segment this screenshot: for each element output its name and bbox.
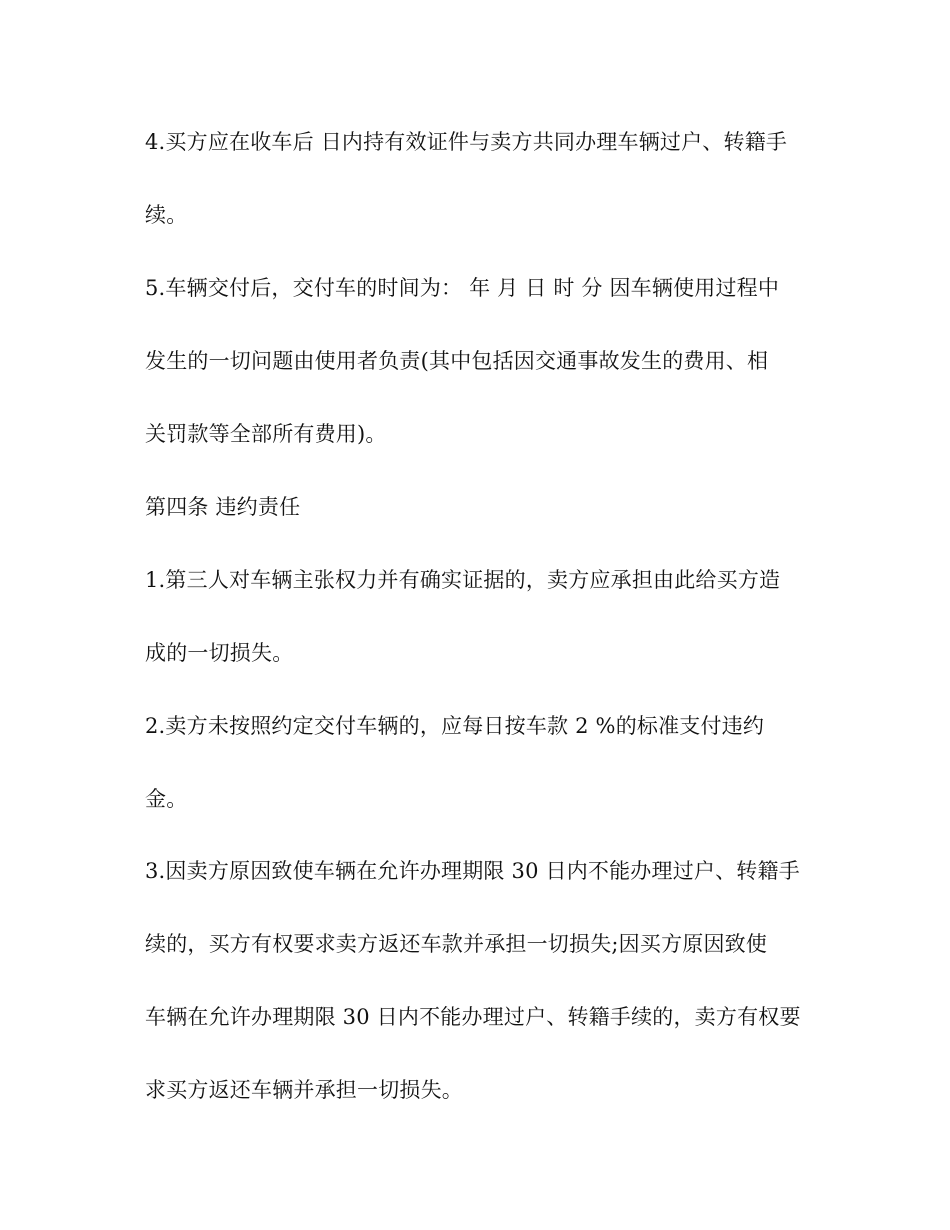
liability-3-line-2: 续的，买方有权要求卖方返还车款并承担一切损失;因买方原因致使 xyxy=(145,932,768,956)
liability-3-line-4: 求买方返还车辆并承担一切损失。 xyxy=(145,1078,463,1102)
liability-2-line-2: 金。 xyxy=(145,787,188,811)
clause-5-line-1: 5.车辆交付后，交付车的时间为： 年 月 日 时 分 因车辆使用过程中 xyxy=(145,276,780,300)
clause-5-line-2: 发生的一切问题由使用者负责(其中包括因交通事故发生的费用、相 xyxy=(145,349,769,373)
liability-1-line-1: 1.第三人对车辆主张权力并有确实证据的，卖方应承担由此给买方造 xyxy=(145,568,781,592)
liability-3-line-3: 车辆在允许办理期限 30 日内不能办理过户、转籍手续的，卖方有权要 xyxy=(145,1005,801,1029)
clause-4-line-2: 续。 xyxy=(145,203,188,227)
section-heading-article-4: 第四条 违约责任 xyxy=(145,495,301,519)
clause-5-line-3: 关罚款等全部所有费用)。 xyxy=(145,422,387,446)
liability-3-line-1: 3.因卖方原因致使车辆在允许办理期限 30 日内不能办理过户、转籍手 xyxy=(145,859,800,883)
clause-4-line-1: 4.买方应在收车后 日内持有效证件与卖方共同办理车辆过户、转籍手 xyxy=(145,130,788,154)
liability-2-line-1: 2.卖方未按照约定交付车辆的，应每日按车款 2 %的标准支付违约 xyxy=(145,714,765,738)
liability-1-line-2: 成的一切损失。 xyxy=(145,641,294,665)
